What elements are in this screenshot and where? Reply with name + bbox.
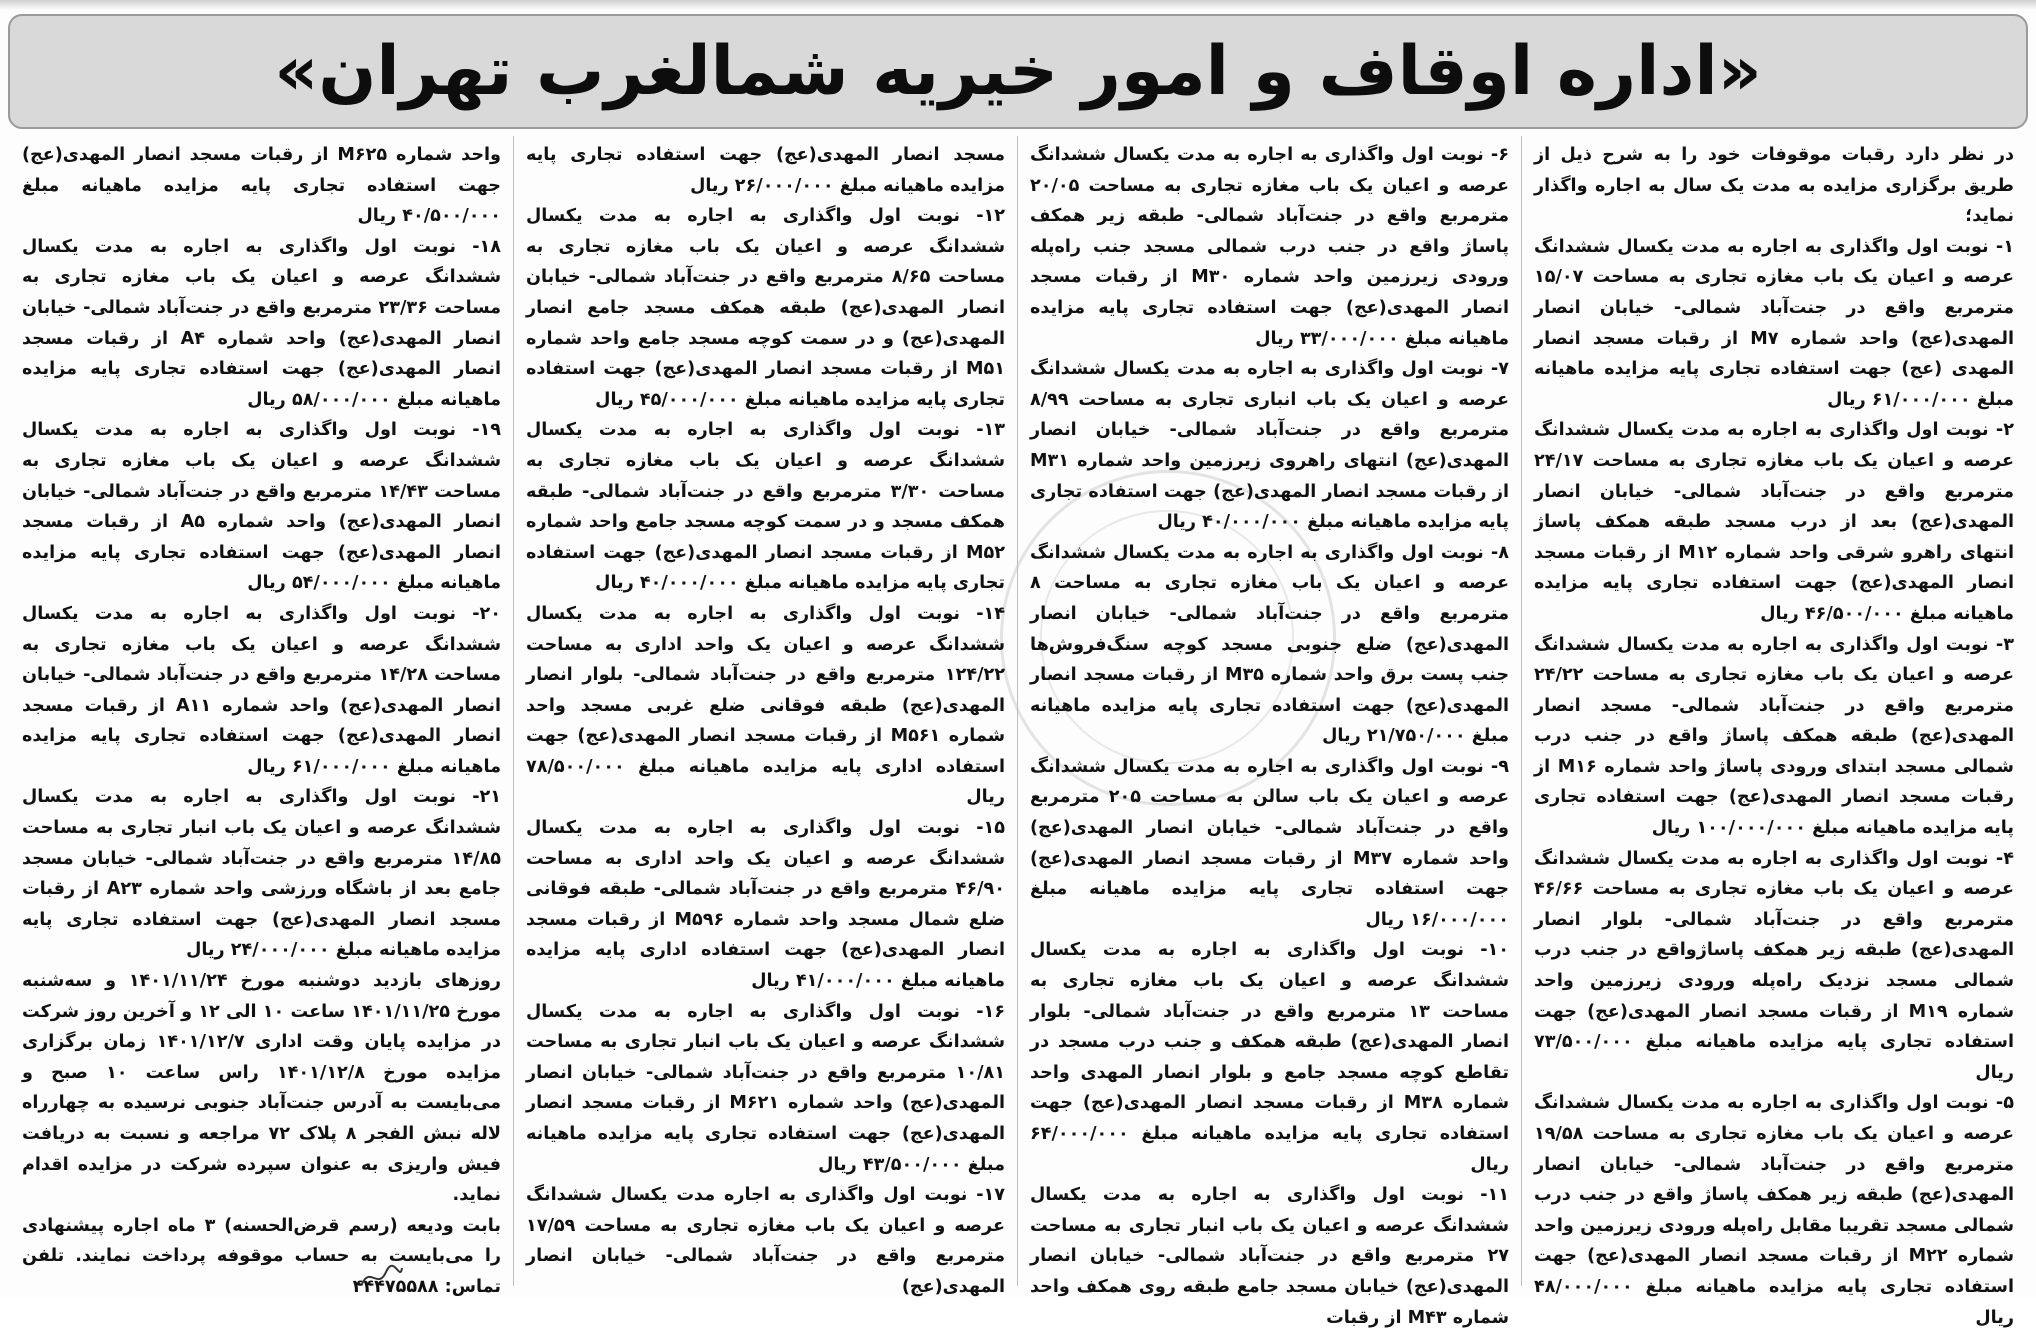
announcement-paragraph: ۱۴- نوبت اول واگذاری به اجاره به مدت یکسال ششدانگ عرصه و اعیان یک واحد اداری به مساحت ۱۲۴/۲۲ مترمربع واقع در جنت‌آباد شمالی- بلوار انصار المهدی(عج) طبقه فوقانی ضلع غربی مسجد واحد شماره M۵۶۱ از رقبات مسجد انصار المهدی(عج) جهت استفاده اداری پایه مزایده ماهیانه مبلغ ۷۸/۵۰۰/۰۰۰ ریال — [526, 603, 1005, 808]
announcement-paragraph: ۱۱- نوبت اول واگذاری به اجاره به مدت یکسال ششدانگ عرصه و اعیان یک باب انبار تجاری به مساحت ۲۷ مترمربع واقع در جنت‌آباد شمالی- خیابان انصار المهدی(عج) خیابان مسجد جامع طبقه روی همکف واحد شماره M۴۳ از رقبات — [1030, 1185, 1509, 1328]
announcement-paragraph: مسجد انصار المهدی(عج) جهت استفاده تجاری پایه مزایده ماهیانه مبلغ ۲۶/۰۰۰/۰۰۰ ریال — [526, 145, 1005, 196]
column-3 — [514, 136, 1018, 1297]
announcement-columns — [10, 136, 2026, 1328]
announcement-paragraph: ۶- نوبت اول واگذاری به اجاره به مدت یکسال ششدانگ عرصه و اعیان یک باب مغازه تجاری به مساحت ۲۰/۰۵ مترمربع واقع در جنت‌آباد شمالی- طبقه زیر همکف پاساژ واقع در جنب درب شمالی مسجد جنب راه‌پله ورودی زیرزمین واحد شماره M۳۰ از رقبات مسجد انصار المهدی(عج) جهت استفاده تجاری پایه مزایده ماهیانه مبلغ ۳۳/۰۰۰/۰۰۰ ریال — [1030, 145, 1509, 349]
clipping-edge — [0, 0, 2036, 10]
announcement-paragraph: ۲۱- نوبت اول واگذاری به اجاره به مدت یکسال ششدانگ عرصه و اعیان یک باب انبار تجاری به مساحت ۱۴/۸۵ مترمربع واقع در جنت‌آباد شمالی- خیابان مسجد جامع بعد از باشگاه ورزشی واحد شماره A۲۳ از رقبات مسجد انصار المهدی(عج) جهت استفاده تجاری پایه مزایده ماهیانه مبلغ ۲۴/۰۰۰/۰۰۰ ریال — [22, 787, 502, 961]
announcement-paragraph: ۵- نوبت اول واگذاری به اجاره به مدت یکسال ششدانگ عرصه و اعیان یک باب مغازه تجاری به مساحت ۱۹/۵۸ مترمربع واقع در جنت‌آباد شمالی- خیابان انصار المهدی(عج) طبقه زیر همکف پاساژ واقع در جنب درب شمالی مسجد تقریبا مقابل راه‌پله ورودی زیرزمین واحد شماره M۲۲ از رقبات مسجد انصار المهدی(عج) جهت استفاده تجاری پایه مزایده ماهیانه مبلغ ۴۸/۰۰۰/۰۰۰ ریال — [1534, 1093, 2015, 1328]
headline-banner — [8, 14, 2028, 129]
announcement-paragraph: ۱۶- نوبت اول واگذاری به اجاره به مدت یکسال ششدانگ عرصه و اعیان یک باب انبار تجاری به مساحت ۱۰/۸۱ مترمربع واقع در جنت‌آباد شمالی- خیابان انصار المهدی(عج) واحد شماره M۶۲۱ از رقبات مسجد انصار المهدی(عج) جهت استفاده تجاری پایه مزایده ماهیانه مبلغ ۴۳/۵۰۰/۰۰۰ ریال — [526, 1001, 1005, 1175]
announcement-paragraph: ۷- نوبت اول واگذاری به اجاره به مدت یکسال ششدانگ عرصه و اعیان یک باب انباری تجاری به مساحت ۸/۹۹ مترمربع واقع در جنت‌آباد شمالی- خیابان انصار المهدی(عج) انتهای راهروی زیرزمین واحد شماره M۳۱ از رقبات مسجد انصار المهدی(عج) جهت استفاده تجاری پایه مزایده ماهیانه مبلغ ۴۰/۰۰۰/۰۰۰ ریال — [1030, 359, 1509, 533]
announcement-paragraph: ۹- نوبت اول واگذاری به اجاره به مدت یکسال ششدانگ عرصه و اعیان یک باب سالن به مساحت ۲۰۵ مترمربع واقع در جنت‌آباد شمالی- خیابان انصار المهدی(عج) واحد شماره M۳۷ از رقبات مسجد انصار المهدی(عج) جهت استفاده تجاری پایه مزایده ماهیانه مبلغ ۱۶/۰۰۰/۰۰۰ ریال — [1030, 756, 1509, 930]
announcement-paragraph: ۱۰- نوبت اول واگذاری به اجاره به مدت یکسال ششدانگ عرصه و اعیان یک باب مغازه تجاری به مساحت ۱۳ مترمربع واقع در جنت‌آباد شمالی- بلوار انصار المهدی(عج) طبقه همکف و جنب درب مسجد در تقاطع کوچه مسجد جامع و بلوار انصار المهدی واحد شماره M۳۸ از رقبات مسجد انصار المهدی(عج) جهت استفاده تجاری پایه مزایده ماهیانه مبلغ ۶۴/۰۰۰/۰۰۰ ریال — [1030, 940, 1510, 1175]
announcement-paragraph: ۱۲- نوبت اول واگذاری به اجاره به مدت یکسال ششدانگ عرصه و اعیان یک باب مغازه تجاری به مساحت ۸/۶۵ مترمربع واقع در جنت‌آباد شمالی- خیابان انصار المهدی(عج) طبقه همکف مسجد جامع انصار المهدی(عج) و در سمت کوچه مسجد جامع واحد شماره M۵۱ از رقبات مسجد انصار المهدی(عج) جهت استفاده تجاری پایه مزایده ماهیانه مبلغ ۴۵/۰۰۰/۰۰۰ ریال — [526, 206, 1005, 410]
announcement-paragraph: در نظر دارد رقبات موقوفات خود را به شرح ذیل از طریق برگزاری مزایده به مدت یک سال به اجاره واگذار نماید؛ — [1534, 145, 2014, 227]
announcement-paragraph: ۱۹- نوبت اول واگذاری به اجاره به مدت یکسال ششدانگ عرصه و اعیان یک باب مغازه تجاری به مساحت ۱۴/۴۳ مترمربع واقع در جنت‌آباد شمالی- خیابان انصار المهدی(عج) واحد شماره A۵ از رقبات مسجد انصار المهدی(عج) جهت استفاده تجاری پایه مزایده ماهیانه مبلغ ۵۴/۰۰۰/۰۰۰ ریال — [22, 420, 501, 594]
announcement-paragraph: ۱۸- نوبت اول واگذاری به اجاره به مدت یکسال ششدانگ عرصه و اعیان یک باب مغازه تجاری به مساحت ۲۳/۳۶ مترمربع واقع در جنت‌آباد شمالی- خیابان انصار المهدی(عج) واحد شماره A۴ از رقبات مسجد انصار المهدی(عج) جهت استفاده تجاری پایه مزایده ماهیانه مبلغ ۵۸/۰۰۰/۰۰۰ ریال — [22, 236, 501, 410]
announcement-paragraph: ۳- نوبت اول واگذاری به اجاره به مدت یکسال ششدانگ عرصه و اعیان یک باب مغازه تجاری به مساحت ۲۴/۲۲ مترمربع واقع در جنت‌آباد شمالی- مسجد انصار المهدی(عج) طبقه همکف پاساژ واقع در جنب درب شمالی مسجد ابتدای ورودی پاساژ واحد شماره M۱۶ از رقبات مسجد انصار المهدی(عج) جهت استفاده تجاری پایه مزایده ماهیانه مبلغ ۱۰۰/۰۰۰/۰۰۰ ریال — [1534, 634, 2014, 839]
announcement-paragraph: بابت ودیعه (رسم قرض‌الحسنه) ۳ ماه اجاره پیشنهادی را می‌بایست به حساب موقوفه پرداخت نمایند. تلفن تماس: ۴۴۴۷۵۵۸۸ — [22, 1215, 501, 1297]
announcement-paragraph: ۱۷- نوبت اول واگذاری به اجاره مدت یکسال ششدانگ عرصه و اعیان یک باب مغازه تجاری به مساحت ۱۷/۵۹ مترمربع واقع در جنت‌آباد شمالی- خیابان انصار المهدی(عج) — [526, 1185, 1005, 1297]
announcement-paragraph: ۴- نوبت اول واگذاری به اجاره به مدت یکسال ششدانگ عرصه و اعیان یک باب مغازه تجاری به مساحت ۴۶/۶۶ مترمربع واقع در جنت‌آباد شمالی- بلوار انصار المهدی(عج) طبقه زیر همکف پاساژواقع در جنب درب شمالی مسجد نزدیک راه‌پله ورودی زیرزمین واحد شماره M۱۹ از رقبات مسجد انصار المهدی(عج) جهت استفاده تجاری پایه مزایده ماهیانه مبلغ ۷۳/۵۰۰/۰۰۰ ریال — [1534, 848, 2015, 1083]
announcement-paragraph: ۲۰- نوبت اول واگذاری به اجاره به مدت یکسال ششدانگ عرصه و اعیان یک باب مغازه تجاری به مساحت ۱۴/۲۸ مترمربع واقع در جنت‌آباد شمالی- خیابان انصار المهدی(عج) واحد شماره A۱۱ از رقبات مسجد انصار المهدی(عج) جهت استفاده تجاری پایه مزایده ماهیانه مبلغ ۶۱/۰۰۰/۰۰۰ ریال — [22, 603, 501, 777]
column-1 — [1522, 136, 2026, 1328]
column-2 — [1018, 136, 1522, 1328]
announcement-paragraph: روزهای بازدید دوشنبه مورخ ۱۴۰۱/۱۱/۲۴ و سه‌شنبه مورخ ۱۴۰۱/۱۱/۲۵ ساعت ۱۰ الی ۱۲ و آخرین روز شرکت در مزایده پایان وقت اداری ۱۴۰۱/۱۲/۷ زمان برگزاری مزایده مورخ ۱۴۰۱/۱۲/۸ راس ساعت ۱۰ صبح و می‌بایست به آدرس جنت‌آباد جنوبی نرسیده به چهارراه لاله نبش الفجر ۸ پلاک ۷۲ مراجعه و نسبت به دریافت فیش واریزی به عنوان سپرده شرکت در مزایده اقدام نماید. — [22, 971, 502, 1206]
announcement-paragraph: ۱- نوبت اول واگذاری به اجاره به مدت یکسال ششدانگ عرصه و اعیان یک باب مغازه تجاری به مساحت ۱۵/۰۷ مترمربع واقع در جنت‌آباد شمالی- خیابان انصار المهدی(عج) واحد شماره M۷ از رقبات مسجد انصار المهدی (عج) جهت استفاده تجاری پایه مزایده ماهیانه مبلغ ۶۱/۰۰۰/۰۰۰ ریال — [1534, 236, 2014, 410]
announcement-paragraph: ۱۵- نوبت اول واگذاری به اجاره به مدت یکسال ششدانگ عرصه و اعیان یک واحد اداری به مساحت ۴۶/۹۰ مترمربع واقع در جنت‌آباد شمالی- طبقه فوقانی ضلع شمال مسجد واحد شماره M۵۹۶ از رقبات مسجد انصار المهدی(عج) جهت استفاده اداری پایه مزایده ماهیانه مبلغ ۴۱/۰۰۰/۰۰۰ ریال — [526, 818, 1005, 992]
announcement-paragraph: ۲- نوبت اول واگذاری به اجاره به مدت یکسال ششدانگ عرصه و اعیان یک باب مغازه تجاری به مساحت ۲۴/۱۷ مترمربع واقع در جنت‌آباد شمالی- خیابان انصار المهدی(عج) بعد از درب مسجد طبقه همکف پاساژ انتهای راهرو شرقی واحد شماره M۱۲ از رقبات مسجد انصار المهدی(عج) جهت استفاده تجاری پایه مزایده ماهیانه مبلغ ۴۶/۵۰۰/۰۰۰ ریال — [1534, 420, 2014, 624]
announcement-paragraph: واحد شماره M۶۲۵ از رقبات مسجد انصار المهدی(عج) جهت استفاده تجاری پایه مزایده ماهیانه مبلغ ۴۰/۵۰۰/۰۰۰ ریال — [22, 145, 501, 227]
page-title: «اداره اوقاف و امور خیریه شمالغرب تهران» — [274, 32, 1762, 111]
announcement-paragraph: ۱۳- نوبت اول واگذاری به اجاره به مدت یکسال ششدانگ عرصه و اعیان یک باب مغازه تجاری به مساحت ۳/۳۰ مترمربع واقع در جنت‌آباد شمالی- طبقه همکف مسجد و در سمت کوچه مسجد جامع واحد شماره M۵۲ از رقبات مسجد انصار المهدی(عج) جهت استفاده تجاری پایه مزایده ماهیانه مبلغ ۴۰/۰۰۰/۰۰۰ ریال — [526, 420, 1005, 594]
column-4 — [10, 136, 514, 1297]
announcement-paragraph: ۸- نوبت اول واگذاری به اجاره به مدت یکسال ششدانگ عرصه و اعیان یک باب مغازه تجاری به مساحت ۸ مترمربع واقع در جنت‌آباد شمالی- خیابان انصار المهدی(عج) ضلع جنوبی مسجد کوچه سنگ‌فروش‌ها جنب پست برق واحد شماره M۳۵ از رقبات مسجد انصار المهدی(عج) جهت استفاده تجاری پایه مزایده ماهیانه مبلغ ۲۱/۷۵۰/۰۰۰ ریال — [1030, 542, 1509, 747]
